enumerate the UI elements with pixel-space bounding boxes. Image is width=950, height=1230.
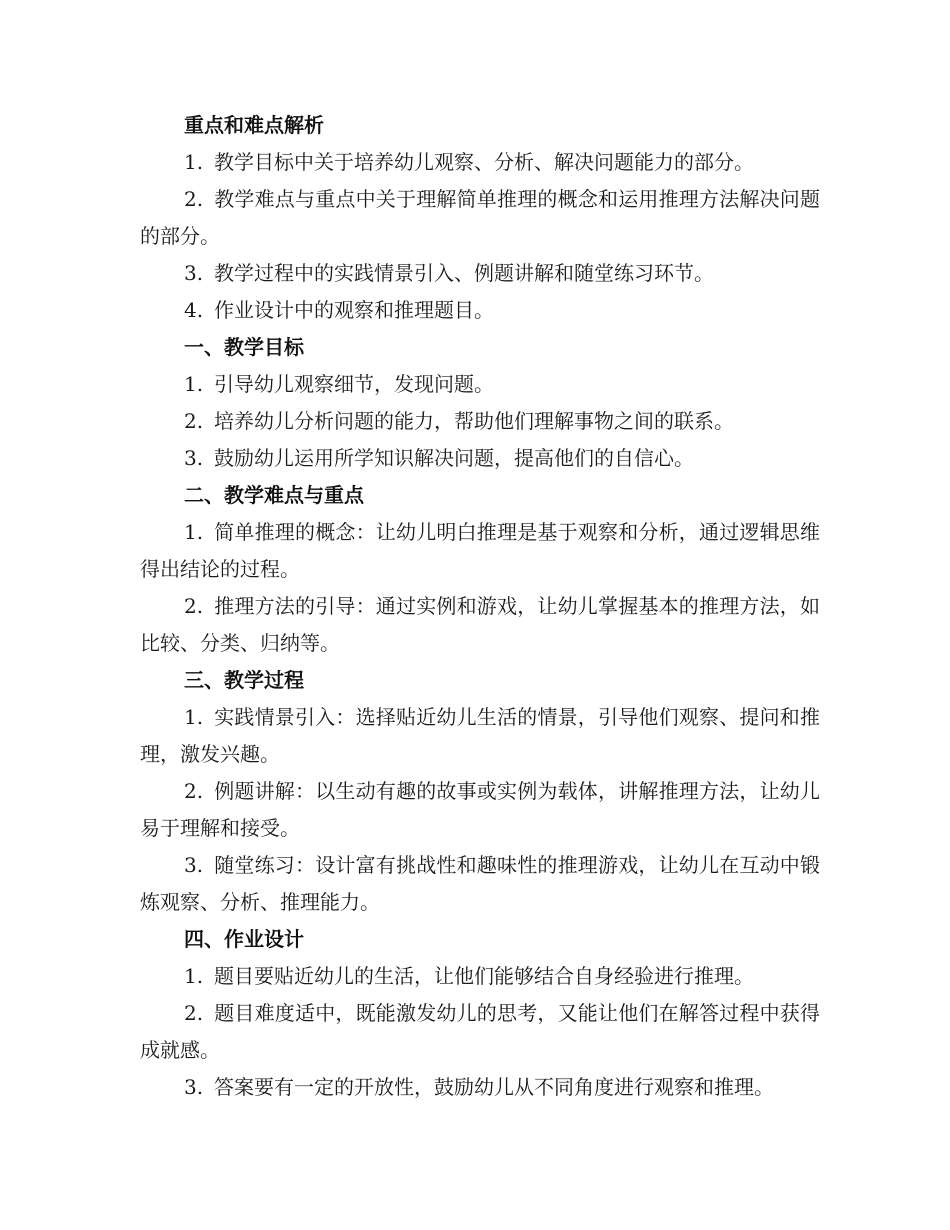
item-number: 4. — [184, 298, 204, 322]
list-item — [140, 1069, 820, 1106]
list-item — [140, 588, 820, 662]
list-item — [140, 255, 820, 292]
section-teaching-objectives — [140, 329, 820, 477]
list-item — [140, 144, 820, 181]
list-item — [140, 958, 820, 995]
item-number: 2. — [184, 409, 204, 433]
item-number: 1. — [184, 964, 204, 988]
list-item — [140, 847, 820, 921]
section-heading: 一、教学目标 — [184, 335, 304, 359]
section-homework-design — [140, 921, 820, 1106]
item-text: 教学目标中关于培养幼儿观察、分析、解决问题能力的部分。 — [214, 150, 754, 174]
item-number: 3. — [184, 446, 204, 470]
item-number: 1. — [184, 372, 204, 396]
item-text: 答案要有一定的开放性，鼓励幼儿从不同角度进行观察和推理。 — [214, 1075, 774, 1099]
item-number: 2. — [184, 187, 204, 211]
item-text: 作业设计中的观察和推理题目。 — [214, 298, 494, 322]
item-number: 2. — [184, 594, 204, 618]
document-body — [140, 107, 820, 1106]
section-heading: 二、教学难点与重点 — [184, 483, 364, 507]
section-heading: 四、作业设计 — [184, 927, 304, 951]
item-number: 3. — [184, 853, 204, 877]
item-number: 2. — [184, 1001, 204, 1025]
list-item — [140, 440, 820, 477]
item-number: 1. — [184, 150, 204, 174]
item-text: 培养幼儿分析问题的能力，帮助他们理解事物之间的联系。 — [214, 409, 734, 433]
list-item — [140, 995, 820, 1069]
list-item — [140, 773, 820, 847]
item-text: 简单推理的概念：让幼儿明白推理是基于观察和分析，通过逻辑思维得出结论的过程。 — [140, 520, 820, 581]
list-item — [140, 514, 820, 588]
list-item — [140, 366, 820, 403]
item-text: 引导幼儿观察细节，发现问题。 — [214, 372, 494, 396]
list-item — [140, 403, 820, 440]
item-number: 3. — [184, 261, 204, 285]
section-heading: 三、教学过程 — [184, 668, 304, 692]
item-text: 例题讲解：以生动有趣的故事或实例为载体，讲解推理方法，让幼儿易于理解和接受。 — [140, 779, 820, 840]
list-item — [140, 181, 820, 255]
item-text: 鼓励幼儿运用所学知识解决问题，提高他们的自信心。 — [214, 446, 694, 470]
list-item — [140, 699, 820, 773]
item-text: 题目要贴近幼儿的生活，让他们能够结合自身经验进行推理。 — [214, 964, 754, 988]
section-key-points — [140, 107, 820, 329]
item-number: 2. — [184, 779, 204, 803]
item-text: 随堂练习：设计富有挑战性和趣味性的推理游戏，让幼儿在互动中锻炼观察、分析、推理能力。 — [140, 853, 820, 914]
item-number: 3. — [184, 1075, 204, 1099]
item-text: 教学过程中的实践情景引入、例题讲解和随堂练习环节。 — [214, 261, 714, 285]
item-text: 教学难点与重点中关于理解简单推理的概念和运用推理方法解决问题的部分。 — [140, 187, 820, 248]
section-teaching-process — [140, 662, 820, 921]
item-text: 推理方法的引导：通过实例和游戏，让幼儿掌握基本的推理方法，如比较、分类、归纳等。 — [140, 594, 820, 655]
item-number: 1. — [184, 705, 204, 729]
section-heading: 重点和难点解析 — [184, 113, 324, 137]
section-difficulties — [140, 477, 820, 662]
item-text: 题目难度适中，既能激发幼儿的思考，又能让他们在解答过程中获得成就感。 — [140, 1001, 820, 1062]
item-number: 1. — [184, 520, 204, 544]
list-item — [140, 292, 820, 329]
item-text: 实践情景引入：选择贴近幼儿生活的情景，引导他们观察、提问和推理，激发兴趣。 — [140, 705, 820, 766]
